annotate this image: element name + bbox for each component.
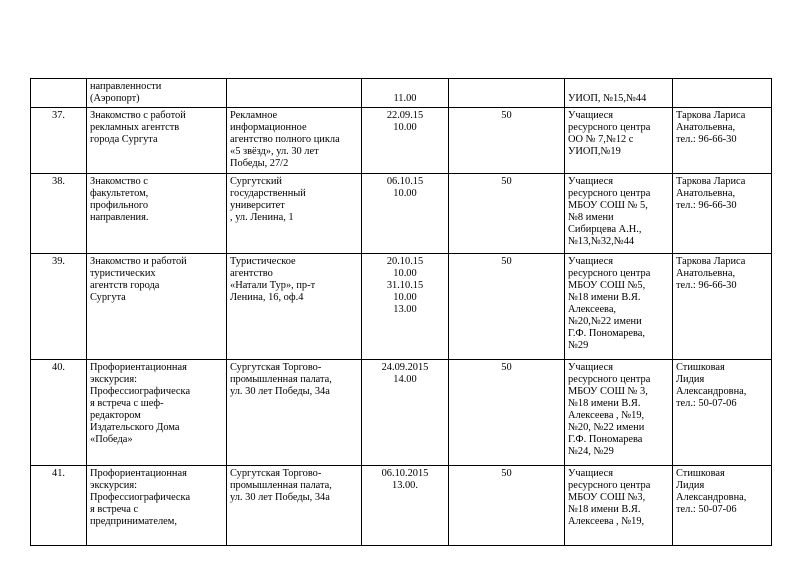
row-number-cell: 40. [31,360,87,466]
topic-cell [87,174,227,254]
cell-line: №20,№22 имени [568,316,642,327]
cell-line: «5 звёзд», ул. 30 лет [230,146,319,157]
table-row [31,79,772,108]
participants-cell [565,466,673,546]
cell-line: Издательского Дома [90,422,180,433]
cell-line: Стишковая [676,468,725,479]
datetime-cell [362,108,449,174]
topic-cell [87,79,227,108]
participant-count-cell [449,79,565,108]
cell-line: 11.00 [393,93,417,104]
cell-line: 24.09.2015 [381,362,429,373]
cell-line: Сургута [90,292,126,303]
cell-line: Учащиеся [568,362,614,373]
cell-line: туристических [90,268,156,279]
place-cell [227,79,362,108]
cell-line: Г.Ф. Пономарева [568,434,643,445]
contact-cell [673,360,772,466]
cell-line: предпринимателем, [90,516,177,527]
cell-line: Учащиеся [568,256,614,267]
row-number-cell: 37. [31,108,87,174]
cell-line: Александровна, [676,492,747,503]
table-row [31,108,772,174]
cell-line: Победы, 27/2 [230,158,289,169]
participants-cell [565,79,673,108]
cell-line: Сибирцева А.Н., [568,224,642,235]
contact-cell [673,466,772,546]
cell-line: №24, №29 [568,446,614,457]
cell-line: Профессиографическа [90,386,191,397]
cell-line: ресурсного центра [568,374,651,385]
cell-line: экскурсия: [90,480,137,491]
cell-line: ул. 30 лет Победы, 34а [230,492,330,503]
participants-cell [565,108,673,174]
cell-line: ул. 30 лет Победы, 34а [230,386,330,397]
cell-line: Анатольевна, [676,268,736,279]
cell-line: №8 имени [568,212,614,223]
cell-line: направленности [90,81,162,92]
cell-line: ресурсного центра [568,188,651,199]
row-number-cell: 38. [31,174,87,254]
cell-line: Профориентационная [90,468,187,479]
cell-line: агентство полного цикла [230,134,340,145]
cell-line: №20, №22 имени [568,422,645,433]
cell-line: 14.00 [393,374,417,385]
topic-cell [87,254,227,360]
cell-line: Ленина, 16, оф.4 [230,292,304,303]
cell-line: Анатольевна, [676,122,736,133]
cell-line: 31.10.15 [386,280,424,291]
cell-line: экскурсия: [90,374,137,385]
cell-line: №18 имени В.Я. [568,398,641,409]
row-number-cell: 39. [31,254,87,360]
cell-line: агентств города [90,280,160,291]
cell-line: ресурсного центра [568,122,651,133]
cell-line: Стишковая [676,362,725,373]
cell-line: рекламных агентств [90,122,180,133]
participant-count-cell: 50 [449,466,565,546]
cell-line: 22.09.15 [386,110,424,121]
cell-line: тел.: 96-66-30 [676,200,737,211]
excursion-schedule-table [30,78,772,546]
contact-cell [673,254,772,360]
participant-count-cell: 50 [449,174,565,254]
cell-line: Сургутская Торгово- [230,362,322,373]
cell-line: Таркова Лариса [676,176,746,187]
cell-line: Сургутский [230,176,282,187]
cell-line: Учащиеся [568,110,614,121]
cell-line: 13.00. [392,480,418,491]
participants-cell [565,254,673,360]
cell-line: 06.10.2015 [381,468,429,479]
cell-line: МБОУ СОШ №3, [568,492,646,503]
cell-line: «Победа» [90,434,133,445]
datetime-cell [362,360,449,466]
participant-count-cell: 50 [449,108,565,174]
cell-line: Таркова Лариса [676,256,746,267]
cell-line: 10.00 [393,188,417,199]
cell-line: №18 имени В.Я. [568,504,641,515]
cell-line: ресурсного центра [568,268,651,279]
cell-line: 10.00 [393,122,417,133]
cell-line: города Сургута [90,134,158,145]
cell-line: МБОУ СОШ № 3, [568,386,648,397]
participants-cell [565,174,673,254]
cell-line: №29 [568,340,589,351]
cell-line: Александровна, [676,386,747,397]
cell-line: редактором [90,410,141,421]
cell-line: (Аэропорт) [90,93,140,104]
place-cell [227,254,362,360]
cell-line: ОО № 7,№12 с [568,134,634,145]
cell-line: тел.: 96-66-30 [676,280,737,291]
cell-line: государственный [230,188,306,199]
cell-line: информационное [230,122,307,133]
cell-line: агентство [230,268,273,279]
topic-cell [87,108,227,174]
cell-line: «Натали Тур», пр-т [230,280,316,291]
cell-line: ресурсного центра [568,480,651,491]
cell-line: тел.: 96-66-30 [676,134,737,145]
datetime-cell [362,254,449,360]
datetime-cell [362,79,449,108]
cell-line: Анатольевна, [676,188,736,199]
cell-line: 10.00 [393,268,417,279]
topic-cell [87,360,227,466]
cell-line: направления. [90,212,149,223]
place-cell [227,108,362,174]
row-number-cell: 41. [31,466,87,546]
cell-line: Таркова Лариса [676,110,746,121]
datetime-cell [362,466,449,546]
cell-line: Алексеева , №19, [568,516,645,527]
cell-line: Профориентационная [90,362,187,373]
contact-cell [673,174,772,254]
participant-count-cell: 50 [449,254,565,360]
cell-line: я встреча с [90,504,139,515]
table-row [31,174,772,254]
cell-line: МБОУ СОШ № 5, [568,200,648,211]
datetime-cell [362,174,449,254]
contact-cell [673,108,772,174]
cell-line: Учащиеся [568,176,614,187]
row-number-cell [31,79,87,108]
topic-cell [87,466,227,546]
cell-line: МБОУ СОШ №5, [568,280,646,291]
place-cell [227,174,362,254]
participant-count-cell: 50 [449,360,565,466]
cell-line: Алексеева , №19, [568,410,645,421]
cell-line: я встреча с шеф- [90,398,164,409]
cell-line: тел.: 50-07-06 [676,504,737,515]
cell-line: 10.00 [393,292,417,303]
cell-line: 06.10.15 [386,176,424,187]
cell-line: Профессиографическа [90,492,191,503]
cell-line: Лидия [676,480,705,491]
cell-line: Знакомство с работой [90,110,186,121]
cell-line: тел.: 50-07-06 [676,398,737,409]
place-cell [227,360,362,466]
cell-line: №13,№32,№44 [568,236,635,247]
cell-line: профильного [90,200,149,211]
cell-line: 13.00 [393,304,417,315]
table-row [31,466,772,546]
cell-line: УИОП, №15,№44 [568,93,647,104]
cell-line: Алексеева, [568,304,617,315]
cell-line: факультетом, [90,188,149,199]
table-row [31,254,772,360]
cell-line: Лидия [676,374,705,385]
cell-line: университет [230,200,285,211]
cell-line: , ул. Ленина, 1 [230,212,294,223]
participants-cell [565,360,673,466]
cell-line: Г.Ф. Пономарева, [568,328,645,339]
cell-line: Сургутская Торгово- [230,468,322,479]
place-cell [227,466,362,546]
cell-line: УИОП,№19 [568,146,621,157]
cell-line: 20.10.15 [386,256,424,267]
cell-line: Знакомство и работой [90,256,187,267]
contact-cell [673,79,772,108]
cell-line: промышленная палата, [230,480,332,491]
cell-line: Учащиеся [568,468,614,479]
cell-line: промышленная палата, [230,374,332,385]
cell-line: №18 имени В.Я. [568,292,641,303]
cell-line: Рекламное [230,110,278,121]
table-row [31,360,772,466]
cell-line: Туристическое [230,256,296,267]
cell-line: Знакомство с [90,176,148,187]
